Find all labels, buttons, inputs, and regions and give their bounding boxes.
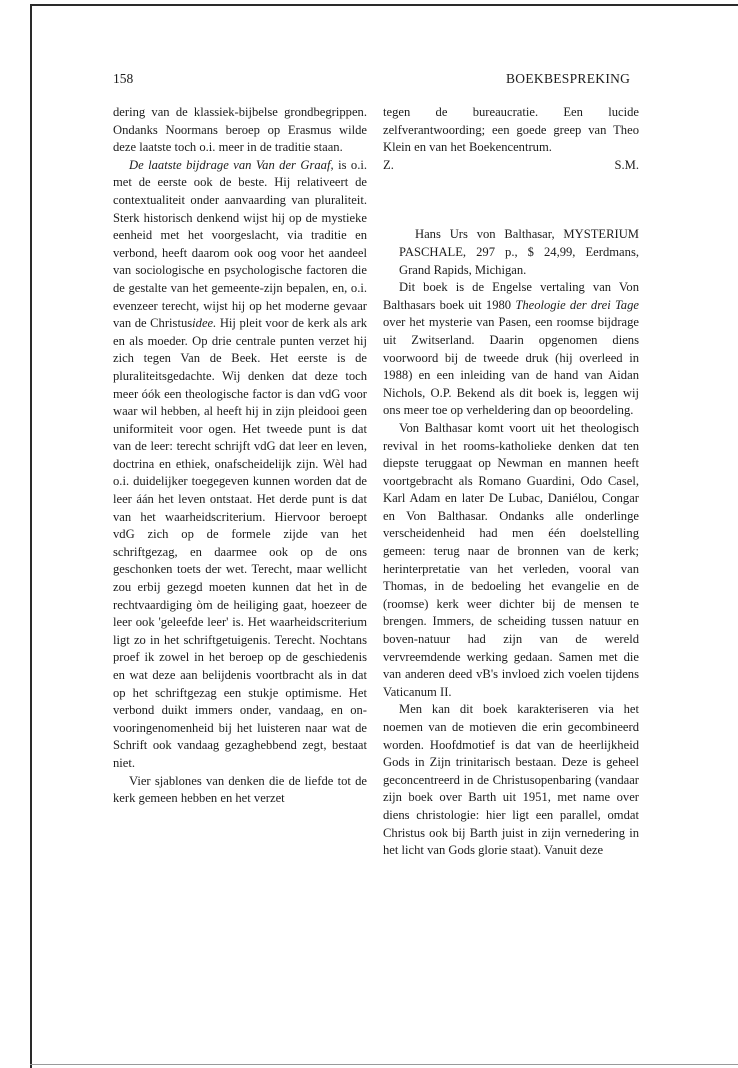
- right-column: [383, 104, 639, 860]
- right-paragraph-3: Von Balthasar komt voort uit het theologisch revival in het rooms-katholieke denken dat ten diepste teruggaat op Newman en mannen heeft voortgebracht als Romano Guardini, Odo Casel, Karl Adam en later De Lubac, Daniélou, Congar en Von Balthasar. Ondanks alle onderlinge verscheidenheid had men één doelstelling gemeen: terug naar de bronnen van de kerk; herinterpretatie van het verleden, vooral van Thomas, in de bedoeling het evangelie en de (roomse) kerk weer dichter bij de mensen te brengen. Immers, de scheiding tussen natuur en boven-natuur had zijn van de wereld vervreemdende werking gedaan. Samen met die van anderen deed vB's invloed zich voelen tijdens Vaticanum II.: [383, 420, 639, 699]
- right-paragraph-2-text: Dit boek is de Engelse vertaling van Von Balthasars boek uit 1980: [383, 280, 639, 312]
- page-number: 158: [113, 71, 134, 86]
- right-paragraph-2-text-2: over het mysterie van Pasen, een roomse bijdrage uit Zwitserland. Daarin opgenomen diens voorwoord bij de tweede druk (hij overleed in 1988) en een inleiding van de hand van Aidan Nichols, O.P. Bekend als dit boek is, leggen wij ons meer toe op verheldering dan op beoordeling.: [383, 315, 639, 418]
- left-paragraph-1: dering van de klassiek-bijbelse grondbegrippen. Ondanks Noormans beroep op Erasmus wilde deze laatste toch o.i. meer in de traditie staan.: [113, 105, 367, 155]
- section-spacer: [383, 174, 639, 226]
- scan-border-left: [30, 4, 32, 1068]
- signature-right: S.M.: [614, 157, 639, 172]
- running-head: BOEKBESPREKING: [506, 71, 631, 86]
- scan-border-bottom: [30, 1064, 738, 1065]
- signature-left: Z.: [383, 157, 394, 172]
- right-paragraph-2-italic: Theologie der drei Tage: [515, 297, 639, 312]
- scan-border-top: [30, 4, 738, 6]
- review-signature: [383, 157, 639, 175]
- left-paragraph-3: Vier sjablones van denken die de liefde tot de kerk gemeen hebben en het verzet: [113, 773, 367, 806]
- right-paragraph-1: tegen de bureaucratie. Een lucide zelfverantwoording; een goede greep van Theo Klein en van het Boekencentrum.: [383, 105, 639, 155]
- book-reference: [383, 226, 639, 279]
- right-paragraph-4: Men kan dit boek karakteriseren via het noemen van de motieven die erin gecombineerd worden. Hoofdmotief is dat van de heerlijkheid Gods in Zijn trinitarisch bestaan. Deze is geheel geconcentreerd in de Christusopenbaring (vandaar zijn boek over Barth uit 1951, met name over diens christologie: hier ligt een parallel, omdat Christus ook bij Barth juist in zijn vernedering in het licht van Gods glorie staat). Vanuit deze: [383, 702, 639, 858]
- left-paragraph-2: [113, 157, 367, 773]
- right-paragraph-2: [383, 279, 639, 420]
- left-paragraph-2-italic: De laatste bijdrage van Van der Graaf,: [129, 157, 334, 172]
- left-paragraph-2-text: is o.i. met de eerste ook de beste. Hij relativeert de contextualiteit onder aanvaarding van pluraliteit. Sterk historisch denkend wijst hij op de mystieke eenheid met het voorgeslacht, via traditie en verbond, heeft daarom ook oog voor het aandeel van sociologische en psychologische factoren die de gestalte van het gemeente-zijn bepalen, en, o.i. evenzeer terecht, wijst hij op het moderne gevaar van de Christus: [113, 157, 367, 331]
- left-column: [113, 104, 367, 808]
- book-reference-text: Hans Urs von Balthasar, MYSTERIUM PASCHALE, 297 p., $ 24,99, Eerdmans, Grand Rapids, Michigan.: [399, 227, 639, 277]
- left-paragraph-2-italic-2: idee.: [192, 316, 217, 331]
- left-paragraph-2-text-2: Hij pleit voor de kerk als ark en als moeder. Op drie centrale punten verzet hij zich tegen Van de Beek. Het eerste is de pluraliteitsgedachte. Wij denken dat deze toch meer óók een theologische factor is dan vdG voor waar wil hebben, al heeft hij in zijn pleidooi geen uniformiteit voor ogen. Het tweede punt is dat van de leer: terecht schrijft vdG dat leer en leven, doctrina en ethiek, onafscheidelijk zijn. Wèl had o.i. duidelijker toegegeven kunnen worden dat de leer áán het leven ontstaat. Het derde punt is dat van het waarheidscriterium. Hiervoor beroept vdG zich op de formele zijde van het schriftgezag, en daarmee ook op de ons geschonken toets der wet. Terecht, maar wellicht zou erbij gezegd moeten kunnen dat het ìn de rechtvaardiging òm de heiliging gaat, hoezeer de leer ook 'geleefde leer' is. Het waarheidscriterium ligt zo in het schriftgetuigenis. Terecht. Nochtans proef ik zowel in het beroep op de geschiedenis en wat deze aan belijdenis voortbracht als in dat op het schriftgezag een stukje optimisme. Het verbond duikt immers onder, vandaag, en on-vooringenomenheid bij het luisteren naar wat de Schrift ook vandaag gezaghebbend zegt, bestaat niet.: [113, 316, 367, 770]
